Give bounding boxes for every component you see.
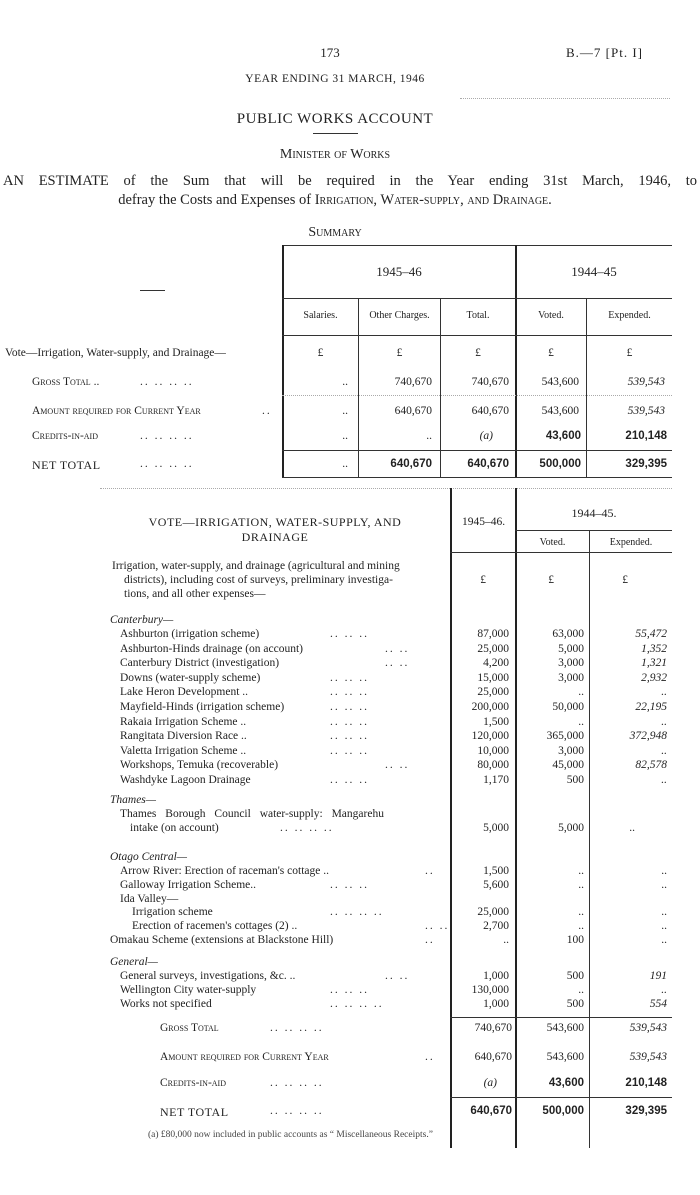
detail-row-voted: 3,000 [558,657,584,670]
detail-vote-title-1: VOTE—IRRIGATION, WATER-SUPPLY, AND [148,515,402,529]
detail-row-expended: 2,932 [641,671,667,684]
detail-intro-3: tions, and all other expenses— [124,588,266,600]
detail-row-dots: .. .. .. [330,878,369,891]
detail-total-voted: 543,600 [546,1051,584,1063]
section-otago: Otago Central— [110,851,187,863]
detail-vote-title-2: DRAINAGE [241,530,309,544]
detail-intro-1: Irrigation, water-supply, and drainage (agricultural and mining [112,560,400,572]
detail-row-expended: .. [661,686,667,699]
detail-row-expended: 1,352 [641,642,667,655]
detail-row-label: Washdyke Lagoon Drainage [120,774,251,786]
summary-row-total: 740,670 [471,376,509,388]
detail-row-label: Workshops, Temuka (recoverable) [120,759,279,772]
summary-row-expended: 539,543 [627,405,665,417]
detail-row-current: 87,000 [477,628,509,640]
estimate-line-2-text: defray the Costs and Expenses of [118,192,315,208]
detail-row-label: Ashburton-Hinds drainage (on account) [120,642,303,655]
summary-row-voted: 500,000 [539,458,581,470]
detail-row-expended: .. [661,744,667,757]
thames-current: 5,000 [483,822,509,834]
detail-row-label: Canterbury District (investigation) [120,657,280,670]
detail-row-label: Ida Valley— [120,892,179,905]
detail-col-current: 1945–46. [461,516,506,528]
detail-row-dots: .. .. .. [330,671,369,684]
thames-voted: 5,000 [558,822,584,834]
detail-row-dots: .. .. .. [330,774,369,786]
detail-row-expended: 1,321 [641,657,667,670]
detail-row-expended: .. [661,906,667,919]
detail-row-expended: .. [661,983,667,996]
detail-row-current: 1,000 [483,970,509,982]
summary-subhead-rule [282,298,672,299]
detail-total-label: Credits-in-aid [160,1077,226,1089]
detail-row-current: 5,600 [483,878,509,891]
thames-line-1: Thames Borough Council water-supply: Mangarehu [120,808,384,820]
detail-row-label: Rangitata Diversion Race .. [120,730,247,743]
estimate-line-1: AN ESTIMATE of the Sum that will be required in the Year ending 31st March, 1946, to [3,173,697,189]
detail-row-expended: 372,948 [629,730,667,743]
summary-pound-2: £ [396,347,403,359]
detail-intro-2: districts), including cost of surveys, preliminary investiga- [124,574,393,586]
detail-row-dots: .. .. .. [330,730,369,743]
summary-row-other: 640,670 [394,405,432,417]
detail-total-label: Gross Total [160,1022,219,1034]
detail-row-dots: .. .. .. .. [330,997,384,1010]
detail-row-current: 15,000 [477,671,509,684]
summary-year-prev: 1944–45 [571,264,617,279]
detail-row-voted: 500 [566,774,584,786]
detail-row-expended: .. [661,878,667,891]
detail-row-current: 1,000 [483,997,509,1010]
detail-row-voted: 3,000 [558,671,584,684]
summary-row-other: .. [426,430,432,442]
summary-row-label: NET TOTAL [32,458,101,472]
detail-row-current: 25,000 [477,642,509,655]
detail-row-current: 200,000 [471,701,509,713]
detail-row-voted: 100 [566,934,584,946]
detail-row-current: 1,500 [483,865,509,877]
detail-row-voted: .. [578,865,584,877]
detail-row-voted: .. [578,906,584,919]
section-canterbury: Canterbury— [110,614,174,626]
detail-total-current: 640,670 [474,1051,512,1063]
summary-net-rule [282,450,672,451]
footnote: (a) £80,000 now included in public accounts as “ Miscellaneous Receipts.” [148,1130,433,1140]
detail-row-label: Lake Heron Development .. [120,686,249,699]
detail-row-voted: .. [578,878,584,891]
title-rule [313,133,358,134]
detail-row-current: 1,170 [483,774,509,786]
detail-pound-expended: £ [622,574,628,586]
summary-row-dots: .. .. .. .. [140,458,194,470]
detail-row-voted: .. [578,983,584,996]
detail-row-voted: .. [578,920,584,933]
summary-col-voted: Voted. [538,310,564,321]
detail-row-voted: 500 [566,997,584,1010]
summary-row-voted: 543,600 [541,405,579,417]
detail-row-dots: .. [425,865,435,877]
detail-row-voted: 500 [566,970,584,982]
detail-row-current: .. [503,934,509,946]
summary-row-label: Credits-in-aid [32,430,98,442]
section-general: General— [110,956,158,968]
summary-row-total: 640,670 [467,458,509,470]
detail-row-label: Mayfield-Hinds (irrigation scheme) [120,701,285,713]
detail-total-dots: .. [425,1051,435,1063]
detail-row-label: Rakaia Irrigation Scheme .. [120,715,247,728]
summary-pound-3: £ [475,347,481,359]
detail-total-label: NET TOTAL [160,1105,229,1119]
detail-row-label: Works not specified [120,997,212,1010]
detail-row-dots: .. .. [425,920,450,933]
thames-dots: .. .. .. .. [280,822,334,834]
detail-row-label: Erection of racemen's cottages (2) .. [132,920,298,933]
summary-row-expended: 329,395 [625,458,667,470]
summary-col-salaries: Salaries. [303,310,338,321]
detail-row-expended: 191 [649,970,667,982]
summary-row-label: Gross Total .. [32,376,100,388]
detail-net-rule [450,1097,672,1098]
summary-pound-5: £ [626,347,633,359]
detail-row-current: 1,500 [483,715,509,728]
summary-row-expended: 210,148 [625,430,667,442]
summary-top-rule [282,245,672,246]
detail-row-dots: .. .. [385,759,410,772]
summary-row-salaries: .. [342,376,348,388]
detail-total-label: Amount required for Current Year [160,1051,329,1063]
summary-row-other: 740,670 [394,376,432,388]
detail-row-current: 130,000 [471,983,509,996]
detail-row-expended: .. [661,715,667,728]
year-line: YEAR ENDING 31 MARCH, 1946 [245,73,425,85]
detail-row-expended: 55,472 [635,628,667,640]
summary-row-other: 640,670 [390,458,432,470]
detail-row-label: General surveys, investigations, &c. .. [120,970,296,982]
summary-dash [140,290,165,291]
detail-row-label: Arrow River: Erection of raceman's cottage .. [120,865,329,877]
detail-row-expended: .. [661,774,667,786]
detail-row-expended: 554 [649,997,667,1010]
detail-row-dots: .. .. .. [330,701,369,713]
summary-row-expended: 539,543 [627,376,665,388]
summary-title: Summary [308,225,362,240]
summary-head-bottom-rule [282,335,672,336]
detail-row-label: Wellington City water-supply [120,983,257,996]
detail-row-label: Irrigation scheme [132,906,213,919]
detail-total-dots: .. .. .. .. [270,1077,324,1089]
detail-pound-voted: £ [548,574,554,586]
summary-row-salaries: .. [342,430,348,442]
detail-total-dots: .. .. .. .. [270,1022,324,1034]
detail-vline-mid [515,488,517,1148]
detail-row-dots: .. .. .. [330,628,369,640]
detail-total-voted: 543,600 [546,1022,584,1034]
detail-row-dots: .. .. [385,657,410,670]
summary-row-salaries: .. [342,458,348,470]
detail-row-expended: .. [661,920,667,933]
detail-total-current: (a) [483,1077,497,1089]
detail-row-expended: .. [661,934,667,946]
detail-vline-left [450,488,452,1148]
detail-row-current: 2,700 [483,920,509,933]
detail-pound-current: £ [480,574,486,586]
detail-row-current: 25,000 [477,686,509,699]
detail-prev-rule [515,530,672,531]
detail-row-dots: .. .. .. [330,715,369,728]
detail-top-rule [100,488,672,489]
detail-total-voted: 500,000 [542,1105,584,1117]
detail-total-dots: .. .. .. .. [270,1105,324,1117]
summary-row-label: Amount required for Current Year [32,405,201,417]
thames-line-2: intake (on account) [130,822,219,834]
detail-row-label: Valetta Irrigation Scheme .. [120,744,247,757]
detail-col-prev: 1944–45. [571,506,617,520]
detail-total-current: 640,670 [470,1105,512,1117]
detail-totals-rule [450,1017,672,1018]
detail-total-expended: 539,543 [629,1051,667,1063]
summary-year-current: 1945–46 [376,264,422,279]
detail-head-rule [450,552,672,553]
summary-row-voted: 43,600 [545,430,581,442]
detail-row-dots: .. .. .. [330,983,369,996]
detail-row-voted: 5,000 [558,642,584,655]
summary-row-voted: 543,600 [541,376,579,388]
section-thames: Thames— [110,794,157,806]
summary-row-salaries: .. [342,405,348,417]
summary-row-dots: .. .. .. .. [140,376,194,388]
detail-row-dots: .. [425,934,435,946]
estimate-vote-name: Irrigation, Water-supply, and Drainage. [314,192,552,208]
detail-row-expended: .. [661,865,667,877]
detail-row-voted: .. [578,686,584,699]
detail-row-dots: .. .. .. [330,744,369,757]
page-number: 173 [320,45,340,60]
detail-row-voted: 365,000 [546,730,584,743]
summary-row-dots: .. .. .. .. [140,430,194,442]
detail-row-dots: .. .. .. [330,686,369,699]
summary-col-total: Total. [466,310,490,321]
summary-row-total: 640,670 [471,405,509,417]
detail-row-expended: 82,578 [635,759,667,772]
detail-row-current: 25,000 [477,906,509,919]
detail-row-voted: 45,000 [552,759,584,772]
detail-row-label: Omakau Scheme (extensions at Blackstone Hill) [110,934,334,946]
detail-col-expended: Expended. [609,537,653,548]
detail-total-expended: 539,543 [629,1022,667,1034]
minister-title: Minister of Works [279,147,391,162]
summary-pound-4: £ [548,347,554,359]
detail-total-current: 740,670 [474,1022,512,1034]
document-ref: B.—7 [Pt. I] [566,45,643,60]
header-rule [460,98,670,99]
detail-row-label: Downs (water-supply scheme) [120,671,261,684]
thames-expended: .. [629,822,635,834]
detail-row-dots: .. .. [385,970,410,982]
detail-row-expended: 22,195 [635,701,667,713]
detail-row-current: 120,000 [471,730,509,743]
detail-row-current: 4,200 [483,657,509,670]
estimate-line-2 [0,192,670,209]
detail-row-voted: 63,000 [552,628,584,640]
detail-col-voted: Voted. [539,537,566,548]
detail-row-dots: .. .. [385,642,410,655]
summary-row-rule [282,395,672,396]
summary-row-total: (a) [479,430,493,442]
detail-row-current: 10,000 [477,744,509,757]
summary-bottom-rule [282,477,672,478]
detail-row-dots: .. .. .. .. [330,906,384,919]
detail-row-current: 80,000 [477,759,509,772]
summary-col-expended: Expended. [608,310,651,321]
summary-col-other: Other Charges. [369,310,430,321]
detail-row-voted: 3,000 [558,744,584,757]
detail-row-voted: 50,000 [552,701,584,713]
detail-row-label: Ashburton (irrigation scheme) [120,628,260,640]
detail-row-voted: .. [578,715,584,728]
detail-total-voted: 43,600 [548,1077,584,1089]
detail-total-expended: 329,395 [625,1105,667,1117]
detail-row-label: Galloway Irrigation Scheme.. [120,878,257,891]
summary-pound-1: £ [317,347,324,359]
summary-row-dots: .. [262,405,272,417]
summary-vote-label: Vote—Irrigation, Water-supply, and Drainage— [5,347,226,359]
detail-total-expended: 210,148 [625,1077,667,1089]
account-title: PUBLIC WORKS ACCOUNT [236,111,434,127]
